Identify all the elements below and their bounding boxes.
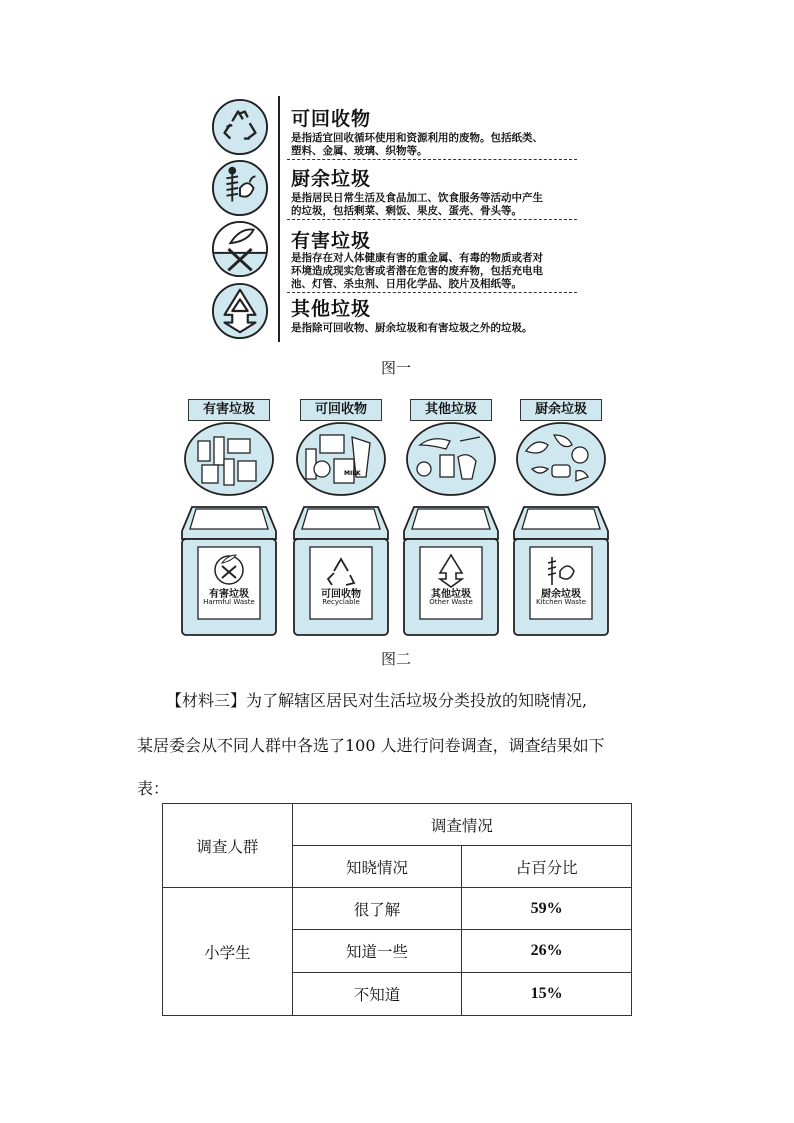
item-title-recyclable: 可回收物 xyxy=(291,108,372,130)
item-desc-harmful: 是指存在对人体健康有害的重金属、有毒的物质或者对 环境造成现实危害或者潜在危害的废弃物，包括充电电 池、灯管、杀虫剂、日用化学品、胶片及相纸等。 xyxy=(291,252,543,290)
pct-cell: 59% xyxy=(462,888,632,930)
material3-line3: 表： xyxy=(137,779,170,798)
header-pct: 占百分比 xyxy=(462,846,632,888)
recycle-arrows-icon xyxy=(211,98,269,156)
figure-1-caption: 图一 xyxy=(381,359,412,377)
bin-cn-label: 其他垃圾 xyxy=(431,589,471,600)
milk-text: MILK xyxy=(344,470,361,477)
bin-harmful-illustration xyxy=(178,421,280,641)
bin-label: 有害垃圾 xyxy=(188,399,270,421)
pct-cell: 26% xyxy=(462,930,632,973)
bin-cn-label: 厨余垃圾 xyxy=(541,589,581,600)
material3-line2: 某居委会从不同人群中各选了100 人进行问卷调查，调查结果如下 xyxy=(137,736,605,755)
bin-other-illustration xyxy=(400,421,502,641)
table-row xyxy=(163,888,632,930)
know-cell: 很了解 xyxy=(292,888,462,930)
item-title-other: 其他垃圾 xyxy=(291,298,372,320)
header-know: 知晓情况 xyxy=(292,846,462,888)
bin-cn-label: 可回收物 xyxy=(321,589,361,600)
fishbone-apple-icon xyxy=(211,159,269,217)
item-desc-other: 是指除可回收物、厨余垃圾和有害垃圾之外的垃圾。 xyxy=(291,322,533,334)
figure-1-divider xyxy=(278,96,280,342)
item-title-harmful: 有害垃圾 xyxy=(291,230,372,252)
harmful-x-icon xyxy=(211,220,269,278)
bin-label: 厨余垃圾 xyxy=(520,399,602,421)
bin-label: 其他垃圾 xyxy=(410,399,492,421)
know-cell: 知道一些 xyxy=(292,930,462,973)
bin-en-label: Kitchen Waste xyxy=(536,598,586,606)
item-title-kitchen: 厨余垃圾 xyxy=(291,168,372,190)
item-desc-recyclable: 是指适宜回收循环使用和资源利用的废物。包括纸类、 塑料、金属、玻璃、织物等。 xyxy=(291,132,543,157)
bin-label: 可回收物 xyxy=(300,399,382,421)
item-desc-kitchen: 是指居民日常生活及食品加工、饮食服务等活动中产生 的垃圾，包括剩菜、剩饭、果皮、蛋壳、骨头等。 xyxy=(291,192,543,217)
bin-en-label: Other Waste xyxy=(429,598,473,606)
bin-en-label: Recyclable xyxy=(322,598,360,606)
other-waste-icon xyxy=(211,282,269,340)
survey-table xyxy=(162,803,632,1016)
header-survey: 调查情况 xyxy=(292,804,631,846)
row-separator xyxy=(287,159,577,160)
bin-cn-label: 有害垃圾 xyxy=(209,589,249,600)
know-cell: 不知道 xyxy=(292,973,462,1016)
bin-kitchen-illustration xyxy=(510,421,612,641)
bin-en-label: Harmful Waste xyxy=(203,598,255,606)
row-separator xyxy=(287,219,577,220)
row-separator xyxy=(287,292,577,293)
bin-recyclable-illustration xyxy=(290,421,392,641)
material3-line1: 【材料三】为了解辖区居民对生活垃圾分类投放的知晓情况, xyxy=(166,691,588,710)
pct-cell: 15% xyxy=(462,973,632,1016)
group-cell: 小学生 xyxy=(163,888,293,1016)
figure-2 xyxy=(178,395,618,640)
header-group: 调查人群 xyxy=(163,804,293,888)
figure-1 xyxy=(205,96,585,348)
figure-2-caption: 图二 xyxy=(381,650,412,668)
bin-kitchen xyxy=(510,395,612,640)
bin-harmful xyxy=(178,395,280,640)
bin-recyclable xyxy=(290,395,392,640)
bin-other xyxy=(400,395,502,640)
